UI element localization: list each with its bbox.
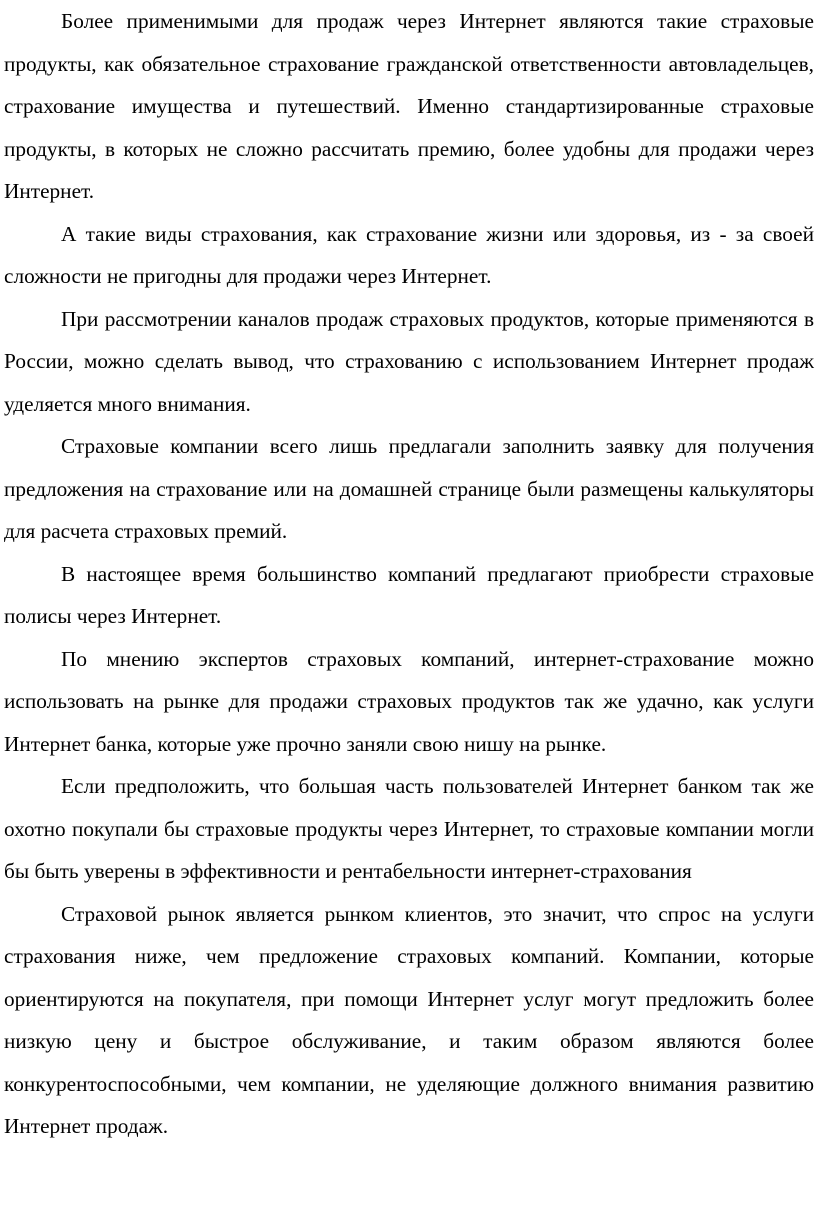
paragraph-application-calculators: Страховые компании всего лишь предлагали заполнить заявку для получения предложения на страхование или на домашней странице были размещены калькуляторы для расчета страховых премий. xyxy=(4,434,814,543)
paragraph-internet-banking-users: Если предположить, что большая часть пользователей Интернет банком так же охотно покупали бы страховые продукты через Интернет, то страховые компании могли бы быть уверены в эффективности и рентабельности интернет-страхования xyxy=(4,774,814,883)
document-page xyxy=(4,0,814,1148)
paragraph-life-health-insurance: А такие виды страхования, как страхование жизни или здоровья, из - за своей сложности не пригодны для продажи через Интернет. xyxy=(4,221,814,288)
paragraph-current-policies: В настоящее время большинство компаний предлагают приобрести страховые полисы через Интернет. xyxy=(4,561,814,628)
paragraph-expert-opinion: По мнению экспертов страховых компаний, интернет-страхование можно использовать на рынке для продажи страховых продуктов так же удачно, как услуги Интернет банка, которые уже прочно заняли свою нишу на рынке. xyxy=(4,646,814,756)
paragraph-sales-channels-russia: При рассмотрении каналов продаж страховых продуктов, которые применяются в России, можно сделать вывод, что страхованию с использованием Интернет продаж уделяется много внимания. xyxy=(4,306,814,416)
paragraph-online-insurance-products: Более применимыми для продаж через Интернет являются такие страховые продукты, как обязательное страхование гражданской ответственности автовладельцев, страхование имущества и путешествий. Именно стандартизированные страховые продукты, в которых не сложно рассчитать премию, более удобны для продажи через Интернет. xyxy=(4,9,814,203)
paragraph-insurance-market: Страховой рынок является рынком клиентов, это значит, что спрос на услуги страхования ниже, чем предложение страховых компаний. Компании, которые ориентируются на покупателя, при помощи Интернет услуг могут предложить более низкую цену и быстрое обслуживание, и таким образом являются более конкурентоспособными, чем компании, не уделяющие должного внимания развитию Интернет продаж. xyxy=(4,901,814,1138)
